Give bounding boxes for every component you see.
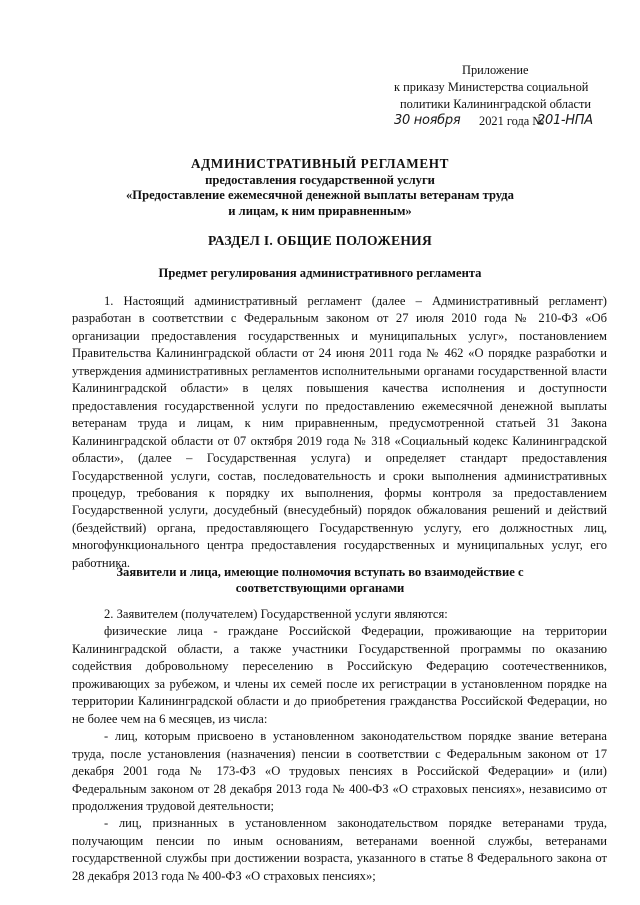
title-main: АДМИНИСТРАТИВНЫЙ РЕГЛАМЕНТ bbox=[191, 156, 449, 171]
document-title bbox=[60, 156, 580, 219]
title-line-4: и лицам, к ним приравненным» bbox=[228, 203, 412, 218]
title-line-2: предоставления государственной услуги bbox=[205, 172, 435, 187]
paragraph-2-lead: 2. Заявителем (получателем) Государственной услуги являются: bbox=[104, 607, 448, 621]
subsection-heading-subject: Предмет регулирования административного регламента bbox=[158, 266, 482, 280]
annex-order-line: к приказу Министерства социальной bbox=[394, 80, 589, 94]
paragraph-2-item-1: - лиц, которым присвоено в установленном законодательством порядке звание ветерана труда, после установления (назначения) пенсии в соответствии с Федеральным законом от 17 декабря 2001 года № 173-ФЗ «О трудовых пенсиях в Российской Федерации» и (или) Федеральным законом от 28 декабря 2013 года № 400-ФЗ «О страховых пенсиях», независимо от продолжения трудовой деятельности; bbox=[72, 729, 607, 813]
subsection-heading-applicants bbox=[60, 565, 580, 596]
title-line-3: «Предоставление ежемесячной денежной выплаты ветеранам труда bbox=[126, 188, 514, 203]
annex-title: Приложение bbox=[462, 63, 529, 77]
section-heading: РАЗДЕЛ I. ОБЩИЕ ПОЛОЖЕНИЯ bbox=[207, 233, 433, 248]
subsection2-line-1: Заявители и лица, имеющие полномочия вступать во взаимодействие с bbox=[116, 565, 524, 579]
annex-year-text: 2021 года № bbox=[479, 114, 545, 128]
paragraph-2-item-2: - лиц, признанных в установленном законодательством порядке ветеранами труда, получающим пенсии по иным основаниям, ветеранами военной службы, ветеранами государственной службы при достижении возраста, указанного в статье 8 Федерального закона от 28 декабря 2013 года № 400-ФЗ «О страховых пенсиях»; bbox=[72, 816, 607, 883]
paragraph-2-persons: физические лица - граждане Российской Федерации, проживающие на территории Калининградской области, а также участники Государственной программы по оказанию содействия добровольному переселению в Российскую Федерацию соотечественников, проживающих за рубежом, и члены их семей после их регистрации в установленном порядке на территории Калининградской области и до приобретения гражданства Российской Федерации, но не более чем на 6 месяцев, из числа: bbox=[72, 624, 607, 726]
annex-block bbox=[394, 62, 634, 131]
paragraph-1 bbox=[72, 293, 607, 572]
annex-date-line bbox=[394, 113, 634, 131]
handwritten-number: 201-НПА bbox=[537, 113, 593, 128]
annex-ministry-line: политики Калининградской области bbox=[400, 97, 592, 111]
paragraph-1-text: 1. Настоящий административный регламент (далее – Административный регламент) разработан в соответствии с Федеральным законом от 27 июля 2010 года № 210-ФЗ «Об организации предоставления государственных и муниципальных услуг», постановлением Правительства Калининградской области от 24 июня 2011 года № 462 «О порядке разработки и утверждения административных регламентов исполнительными органами государственной власти Калининградской области» в целях повышения качества исполнения и доступности предоставления государственной услуги по предоставлению ежемесячной денежной выплаты ветеранам труда и лицам, к ним приравненным, предусмотренной статьей 31 Закона Калининградской области от 07 октября 2019 года № 318 «Социальный кодекс Калининградской области», (далее – Государственная услуга) и определяет стандарт предоставления Государственной услуги, состав, последовательность и сроки выполнения административных процедур, требования к порядку их выполнения, формы контроля за предоставлением Государственной услуги, досудебный (внесудебный) порядок обжалования решений и действий (бездействий) органа, предоставляющего Государственную услугу, его должностных лиц, многофункционального центра предоставления государственных и муниципальных услуг, его работника. bbox=[72, 294, 607, 570]
paragraph-2 bbox=[72, 606, 607, 885]
handwritten-date: 30 ноября bbox=[394, 113, 461, 128]
subsection2-line-2: соответствующими органами bbox=[235, 580, 405, 595]
